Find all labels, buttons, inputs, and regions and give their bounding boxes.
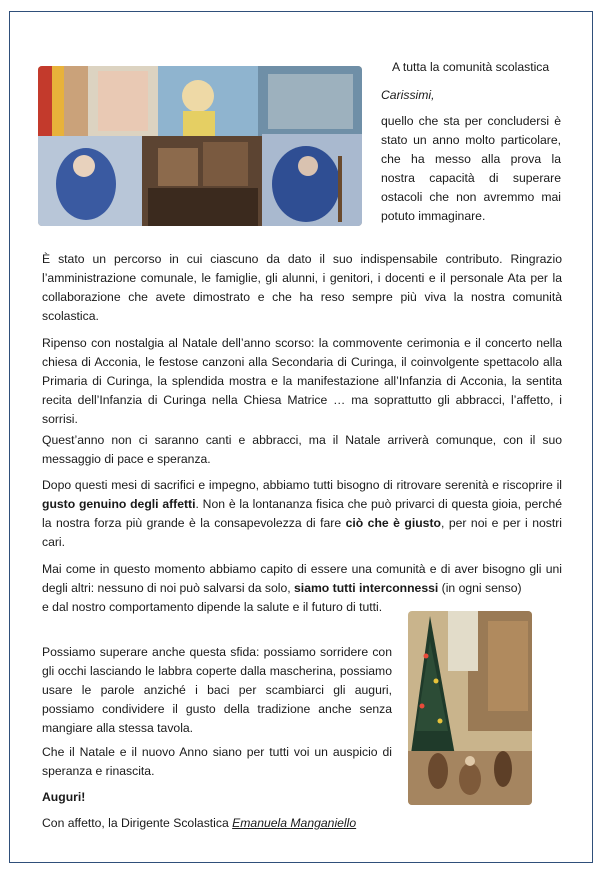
recipient-line: A tutta la comunità scolastica [392,60,550,74]
intro-paragraph: quello che sta per concludersi è stato un anno molto particolare, che ha messo alla prova la nostra capacità di superare ostacoli che non avremmo mai potuto immaginare. [381,114,561,223]
paragraph-thanks: È stato un percorso in cui ciascuno da dato il suo indispensabile contributo. Ringrazio l’amministrazione comunale, le famiglie, gli alunni, i genitori, i docenti e il personale Ata per la collaborazione che avete dimostrato e che ha reso sempre più viva la nostra comunità scolastica. [42,252,562,323]
nativity-paintings-photo [38,66,362,226]
paragraph-affections: Dopo questi mesi di sacrifici e impegno, abbiamo tutti bisogno di ritrovare serenità e riscoprire il gusto genuino degli affetti. Non è la lontananza fisica che può privarci di questa gioia, perché la nostra forza più grande è la consapevolezza di fare ciò che è giusto, per noi e per i nostri cari. [42,478,562,549]
paragraph-wish: Che il Natale e il nuovo Anno siano per tutti voi un auspicio di speranza e rinascita. [42,745,392,778]
signature-line: Con affetto, la Dirigente Scolastica Emanuela Manganiello [42,816,357,830]
bold-phrase-interconnected: siamo tutti interconnessi [294,581,439,595]
paragraph-this-year: Quest’anno non ci saranno canti e abbracci, ma il Natale arriverà comunque, con il suo messaggio di pace e speranza. [42,433,562,466]
wishes-heading: Auguri! [42,790,86,804]
paragraph-community: Mai come in questo momento abbiamo capito di essere una comunità e di aver bisogno gli uni degli altri: nessuno di noi può salvarsi da solo, siamo tutti interconnessi (in ogni senso) [42,562,562,595]
bold-phrase-affections: gusto genuino degli affetti [42,497,196,511]
paragraph-memories: Ripenso con nostalgia al Natale dell’anno scorso: la commovente cerimonia e il concerto nella chiesa di Acconia, le festose canzoni alla Secondaria di Curinga, il coinvolgente spettacolo alla Primaria di Curinga, la splendida mostra e la manifestazione all’Infanzia di Acconia, la sentita recita dell’Infanzia di Curinga nella Chiesa Matrice … ma soprattutto gli abbracci, l’affetto, i sorrisi. [42,336,562,426]
greeting: Carissimi, [381,88,435,102]
paragraph-health-future: e dal nostro comportamento dipende la salute e il futuro di tutti. [42,600,383,614]
paragraph-challenge: Possiamo superare anche questa sfida: possiamo sorridere con gli occhi lasciando le labbra coperte dalla mascherina, possiamo usare le parole anziché i baci per scambiarci gli auguri, possiamo condividere il gusto della tradizione anche senza mangiare alla stessa tavola. [42,645,392,735]
signature-name: Emanuela Manganiello [232,816,357,830]
nativity-scene-photo [408,611,532,805]
bold-phrase-right-thing: ciò che è giusto [345,516,441,530]
